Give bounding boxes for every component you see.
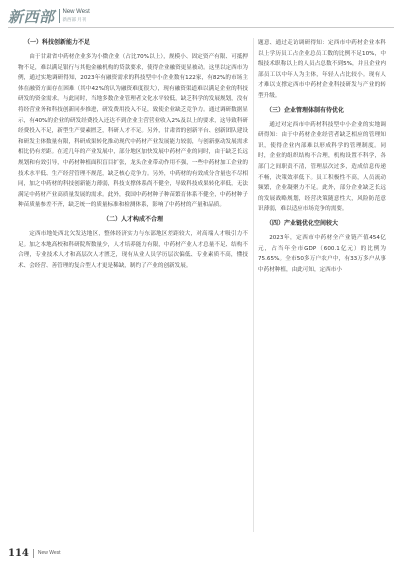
masthead [8,6,90,26]
right-column [258,38,386,275]
section-heading-1: （一）科技创新能力不足 [24,39,91,46]
header-divider [8,27,394,28]
paragraph: 由于甘肃省中药材企业多为小微企业（占比70%以上），规模小、固定资产有限、可抵押物不足，难以满足银行与其他金融机构的贷款要求，使得企业融资更显被动。这里以定西市为例，通过实地调研得知，2023年有融资需求的科技型中小企业数有122家，有82%的市场主体在融资方面存在困难（其中42%的认为融资难度很大），现有融资渠道难以满足企业的科技研发的资金需求。与此同时，当地多数企业管理者文化水平较低，缺乏科学的发展规划，没有将经营业务和科技创新同步推进，研发费用投入不足，致使企业缺乏竞争力。通过调研数据显示，有40%的企业的研发经费投入还达不到企业主营营业收入2%及以上的要求，这导致科研经费投入不足，新型生产要素匮乏，科研人才不足。另外，甘肃省的创新平台、创新团队建设和研发主体数量有限，科研成果转化推动现代中药材产业发展能力较弱，与创新驱动发展需求相比仍有差距。在近几年的产业发展中，部分地区加快发展中药材产业的同时，由于缺乏长远规划和有效引导，中药材种植面积盲目扩张，龙头企业带动作用不强，一些中药材加工企业的技术水平低、生产经营管理不规范，缺乏核心竞争力。另外，中药材的有效成分含量也不尽相同，加之中药材的科技创新能力薄弱，科技支撑体系尚不健全，导致科技成果转化率低，无法满足中药材产业高质量发展的需求。此外，我国中药材种子种苗繁育体系不健全，中药材种子种苗质量参差不齐，缺乏统一的质量标准和检测体系，影响了中药材的产量和品质。 [18,54,248,209]
left-column [18,38,248,271]
magazine-logo: 新西部 [8,7,55,26]
footer-brand: New West [37,550,61,556]
paragraph: 2023年，定西市中药材全产业链产值454亿元，占当年全市GDP（600.1亿元）的比例为75.65%。全市50多万户农户中，有33万多户从事中药材种植，由此可知，定西市小 [258,234,386,273]
logo-subtitle: 新西部 月刊 [62,17,87,22]
section-heading-3: （三）企业管理体制有待优化 [266,106,345,114]
logo-english-block [59,9,90,23]
column-divider [253,38,254,532]
logo-english: New West [62,9,90,15]
page-number: 114 [8,547,29,559]
section-heading-2: （二）人才构成不合理 [102,215,163,223]
section-heading-4: （四）产业链优化空间较大 [266,219,339,227]
footer-separator [33,549,34,558]
paragraph: 定西市地处西北欠发达地区，整体经济实力与东部地区差距较大，对高端人才吸引力不足。加之本地高校和科研院所数量少，人才培养能力有限，中药材产业人才总量不足、结构不合理，专业技术人才和高层次人才匮乏，现有从业人员学历层次偏低、专业素质不高，懂技术、会经营、善管理的复合型人才更是稀缺，制约了产业的创新发展。 [18,230,248,269]
paragraph: 题意、通过走访调研得知：定西市中药材企业本科以上学历员工占企业总员工数的比例不足10%，中级技术职称以上的人员占总数不到5%，并且企业内部员工以中年人为主体，年轻人占比较小。现有人才难以支撑定西市中药材企业科技研发与产业的转型升级。 [258,40,386,99]
paragraph: 通过对定西市中药材科技型中小企业的实地调研得知：由于中药材企业经营者缺乏相应的管理知识，使得企业内部难以形成科学的管理制度。同时，企业的组织结构不合理，机构设置不科学，各部门之间职责不清，管理层次过多，造成信息传递不畅，决策效率低下。员工积极性不高，人员流动频繁，企业凝聚力不足。此外，部分企业缺乏长远的发展战略规划，经营决策随意性大，风险防范意识薄弱，难以适应市场竞争的需要。 [258,121,386,213]
page-footer [8,546,61,560]
